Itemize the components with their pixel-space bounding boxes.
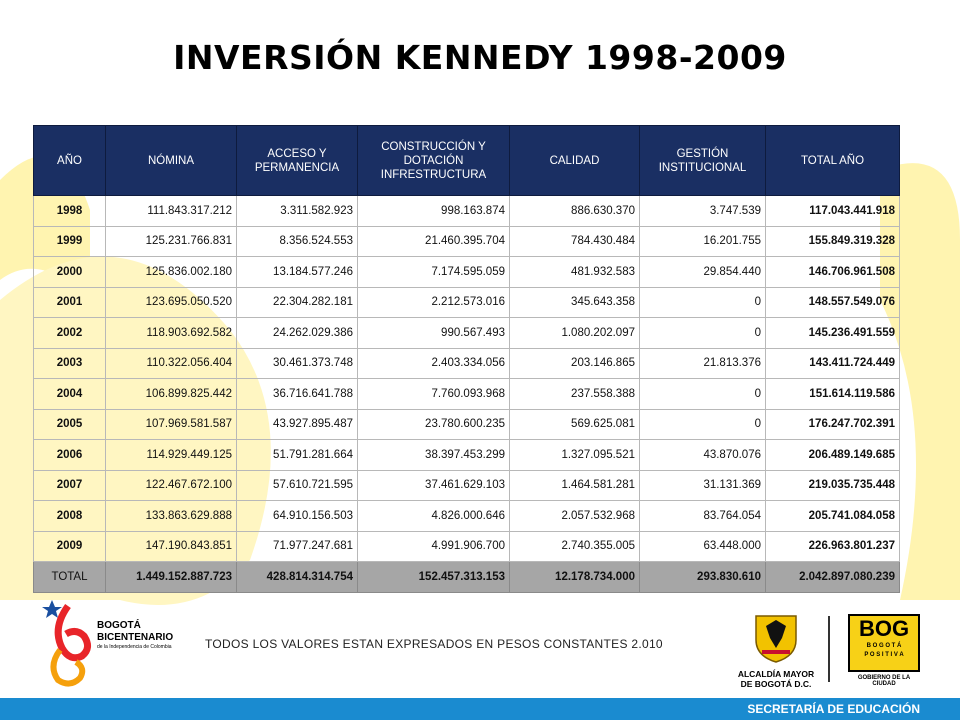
table-cell: 21.813.376 — [640, 348, 766, 379]
table-cell: 7.174.595.059 — [358, 257, 510, 288]
table-cell: 2006 — [34, 440, 106, 471]
table-cell: 64.910.156.503 — [237, 501, 358, 532]
table-cell: 31.131.369 — [640, 470, 766, 501]
table-cell: 2007 — [34, 470, 106, 501]
table-cell: 111.843.317.212 — [106, 196, 237, 227]
table-cell: 22.304.282.181 — [237, 287, 358, 318]
table-cell: 7.760.093.968 — [358, 379, 510, 410]
table-row — [34, 287, 900, 318]
logo-left-line2: BICENTENARIO — [97, 632, 174, 643]
table-cell: 206.489.149.685 — [766, 440, 900, 471]
alcaldia-logo — [735, 612, 817, 692]
table-cell: 125.836.002.180 — [106, 257, 237, 288]
table-body — [34, 196, 900, 593]
table-cell: 57.610.721.595 — [237, 470, 358, 501]
table-cell: 147.190.843.851 — [106, 531, 237, 562]
table-cell: 237.558.388 — [510, 379, 640, 410]
footnote: TODOS LOS VALORES ESTAN EXPRESADOS EN PESOS CONSTANTES 2.010 — [205, 637, 663, 651]
table-cell: 16.201.755 — [640, 226, 766, 257]
table-total-cell: 1.449.152.887.723 — [106, 562, 237, 593]
table-cell: 219.035.735.448 — [766, 470, 900, 501]
table-cell: 123.695.050.520 — [106, 287, 237, 318]
table-cell: 118.903.692.582 — [106, 318, 237, 349]
table-cell: 106.899.825.442 — [106, 379, 237, 410]
table-cell: 29.854.440 — [640, 257, 766, 288]
table-cell: 146.706.961.508 — [766, 257, 900, 288]
table-total-cell: 428.814.314.754 — [237, 562, 358, 593]
table-cell: 226.963.801.237 — [766, 531, 900, 562]
table-cell: 176.247.702.391 — [766, 409, 900, 440]
table-cell: 2008 — [34, 501, 106, 532]
table-cell: 2000 — [34, 257, 106, 288]
table-cell: 110.322.056.404 — [106, 348, 237, 379]
table-cell: 0 — [640, 379, 766, 410]
table-cell: 43.927.895.487 — [237, 409, 358, 440]
table-cell: 2.212.573.016 — [358, 287, 510, 318]
table-total-cell: 2.042.897.080.239 — [766, 562, 900, 593]
table-cell: 1.080.202.097 — [510, 318, 640, 349]
table-cell: 1.327.095.521 — [510, 440, 640, 471]
table-cell: 83.764.054 — [640, 501, 766, 532]
table-cell: 38.397.453.299 — [358, 440, 510, 471]
footer-bar-label: SECRETARÍA DE EDUCACIÓN — [747, 702, 920, 716]
table-cell: 2005 — [34, 409, 106, 440]
table-cell: 155.849.319.328 — [766, 226, 900, 257]
table-row — [34, 531, 900, 562]
table-cell: 37.461.629.103 — [358, 470, 510, 501]
logo-left-line1: BOGOTÁ — [97, 620, 141, 631]
table-cell: 998.163.874 — [358, 196, 510, 227]
table-row — [34, 196, 900, 227]
table-cell: 145.236.491.559 — [766, 318, 900, 349]
table-row — [34, 348, 900, 379]
table-cell: 114.929.449.125 — [106, 440, 237, 471]
table-cell: 21.460.395.704 — [358, 226, 510, 257]
alcaldia-line1: ALCALDÍA MAYOR — [737, 669, 815, 679]
table-header-cell: CONSTRUCCIÓN Y DOTACIÓN INFRESTRUCTURA — [358, 126, 510, 196]
table-cell: 71.977.247.681 — [237, 531, 358, 562]
table-header-cell: TOTAL AÑO — [766, 126, 900, 196]
table-cell: 107.969.581.587 — [106, 409, 237, 440]
bicentenario-emblem-icon — [40, 598, 100, 688]
table-cell: 1998 — [34, 196, 106, 227]
footer-bar — [0, 698, 960, 720]
table-row — [34, 470, 900, 501]
bog-logo-box — [848, 614, 920, 672]
table-cell: 2001 — [34, 287, 106, 318]
table-cell: 30.461.373.748 — [237, 348, 358, 379]
table-cell: 1999 — [34, 226, 106, 257]
bicentenario-logo — [40, 598, 180, 688]
investment-table — [33, 125, 900, 593]
table-cell: 133.863.629.888 — [106, 501, 237, 532]
table-row — [34, 226, 900, 257]
table-cell: 2.740.355.005 — [510, 531, 640, 562]
table-cell: 0 — [640, 287, 766, 318]
table-header-cell: GESTIÓN INSTITUCIONAL — [640, 126, 766, 196]
table-cell: 2003 — [34, 348, 106, 379]
table-cell: 36.716.641.788 — [237, 379, 358, 410]
bog-logo-main: BOG — [858, 616, 910, 641]
table-row — [34, 257, 900, 288]
table-row — [34, 409, 900, 440]
investment-table-container — [33, 125, 899, 593]
page-title: INVERSIÓN KENNEDY 1998-2009 — [173, 38, 787, 77]
table-total-cell: TOTAL — [34, 562, 106, 593]
bog-logo-row1: B O G O T Á — [866, 643, 902, 649]
table-total-cell: 293.830.610 — [640, 562, 766, 593]
coat-of-arms-icon — [752, 612, 800, 664]
table-cell: 51.791.281.664 — [237, 440, 358, 471]
table-cell: 886.630.370 — [510, 196, 640, 227]
table-cell: 2.403.334.056 — [358, 348, 510, 379]
table-cell: 0 — [640, 409, 766, 440]
table-row — [34, 318, 900, 349]
table-cell: 13.184.577.246 — [237, 257, 358, 288]
table-cell: 345.643.358 — [510, 287, 640, 318]
table-cell: 4.991.906.700 — [358, 531, 510, 562]
table-row — [34, 440, 900, 471]
table-cell: 151.614.119.586 — [766, 379, 900, 410]
table-row — [34, 379, 900, 410]
table-cell: 3.311.582.923 — [237, 196, 358, 227]
table-header-cell: AÑO — [34, 126, 106, 196]
table-cell: 0 — [640, 318, 766, 349]
table-cell: 24.262.029.386 — [237, 318, 358, 349]
table-cell: 117.043.441.918 — [766, 196, 900, 227]
table-cell: 2009 — [34, 531, 106, 562]
table-cell: 23.780.600.235 — [358, 409, 510, 440]
table-cell: 122.467.672.100 — [106, 470, 237, 501]
table-total-cell: 152.457.313.153 — [358, 562, 510, 593]
table-cell: 4.826.000.646 — [358, 501, 510, 532]
table-cell: 143.411.724.449 — [766, 348, 900, 379]
alcaldia-line2: DE BOGOTÁ D.C. — [740, 679, 812, 689]
table-cell: 205.741.084.058 — [766, 501, 900, 532]
table-cell: 63.448.000 — [640, 531, 766, 562]
table-cell: 3.747.539 — [640, 196, 766, 227]
table-cell: 1.464.581.281 — [510, 470, 640, 501]
table-header-cell: NÓMINA — [106, 126, 237, 196]
bog-logo-row2: P O S I T I V A — [864, 652, 904, 658]
table-cell: 125.231.766.831 — [106, 226, 237, 257]
table-cell: 990.567.493 — [358, 318, 510, 349]
table-cell: 2002 — [34, 318, 106, 349]
table-cell: 569.625.081 — [510, 409, 640, 440]
bog-logo-caption: GOBIERNO DE LA CIUDAD — [857, 675, 911, 687]
table-cell: 2.057.532.968 — [510, 501, 640, 532]
table-cell: 2004 — [34, 379, 106, 410]
table-cell: 148.557.549.076 — [766, 287, 900, 318]
table-cell: 8.356.524.553 — [237, 226, 358, 257]
table-total-cell: 12.178.734.000 — [510, 562, 640, 593]
table-header-cell: ACCESO Y PERMANENCIA — [237, 126, 358, 196]
table-cell: 203.146.865 — [510, 348, 640, 379]
table-cell: 43.870.076 — [640, 440, 766, 471]
bogota-positiva-logo — [848, 614, 920, 686]
table-cell: 481.932.583 — [510, 257, 640, 288]
table-total-row — [34, 562, 900, 593]
table-cell: 784.430.484 — [510, 226, 640, 257]
logo-left-line3: de la Independencia de Colombia — [97, 644, 172, 650]
table-row — [34, 501, 900, 532]
logo-divider — [828, 616, 830, 682]
table-header-row — [34, 126, 900, 196]
table-header-cell: CALIDAD — [510, 126, 640, 196]
